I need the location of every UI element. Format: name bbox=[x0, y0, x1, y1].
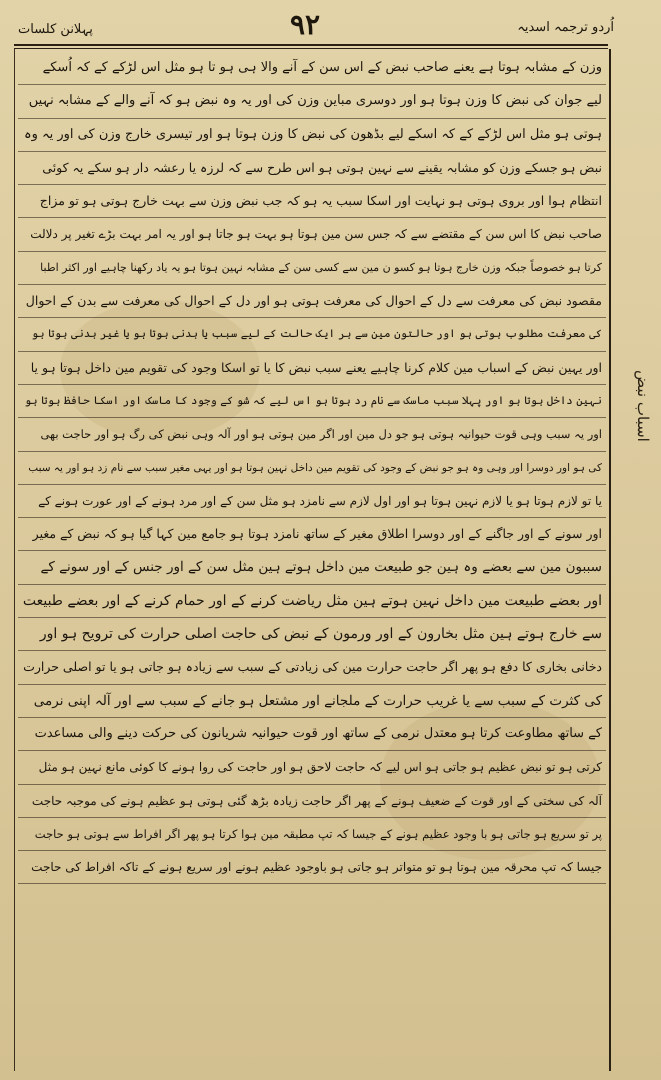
page-header bbox=[14, 8, 614, 44]
text-line: دخانی بخاری کا دفع ہو پھر اگر حاجت حرارت مین کی زیادتی کے سبب سے زیادہ ہو جاتی ہو یا تو اصلی حرارت bbox=[18, 651, 606, 684]
text-line: نبض ہو جسکے وزن کو مشابہ یقینے سے نہین ہوتی ہو اس طرح سے کہ لرزہ یا رعشہ دار ہو سکے یہ کوئی bbox=[18, 152, 606, 185]
text-line: اور یہ سبب وہی قوت حیوانیہ ہوتی ہو جو دل مین اور اگر مین ہوتی ہو اور آلہ وہی نبض کی رگ ہو اور حاجت بھی bbox=[18, 418, 606, 451]
text-line: کے ساتھ مطاوعت کرتا ہو معتدل نرمی کے ساتھ اور قوت حیوانیہ شریانون کی حرکت دینے والی مساعدت bbox=[18, 718, 606, 751]
text-line: آلہ کی سختی کے اور قوت کے ضعیف ہونے کے پھر اگر حاجت زیادہ بڑھ گئی ہوتی ہو عظیم ہونے کی موجبہ حاجت bbox=[18, 785, 606, 818]
text-body bbox=[18, 52, 606, 884]
text-line: ہوتی ہو مثل اس لڑکے کے کہ اسکے لیے بڈھون کی نبض کا وزن ہوتا ہو اور تیسری خارج وزن کی اور یہ وہ bbox=[18, 119, 606, 152]
text-line: کی ہو اور دوسرا اور وہی وہ ہو جو نبض کے وجود کی تقویم مین داخل نہین ہوتا ہو اور یہی مغیر سبب سے نام زد ہو اور یہ سبب bbox=[18, 452, 606, 485]
text-line: کی کثرت کے سبب سے یا غریب حرارت کے ملجانے اور مشتعل ہو جانے کے سبب سے اور آلہ اپنی نرمی bbox=[18, 685, 606, 718]
text-line: نہین داخل ہوتا ہو اور پہلا سبب ماسک سے نام رد ہوتا ہو اس لیے کہ شو کے وجود کا ماسک اور اسکا حافظ ہوتا ہو bbox=[18, 385, 606, 418]
text-line: جیسا کہ تپ محرقہ مین ہوتا ہو تو متواتر ہو جاتی ہو باوجود عظیم ہونے اور سریع ہونے کے تاکہ افراط کی حاجت bbox=[18, 851, 606, 884]
text-line: لیے جوان کی نبض کا وزن ہوتا ہو اور دوسری مباین وزن کی اور یہ وہ نبض ہو کہ آنے والے کے مشابہ نہیں bbox=[18, 85, 606, 118]
text-line: کرتی ہو تو نبض عظیم ہو جاتی ہو اس لیے کہ حاجت لاحق ہو اور حاجت کی روا ہونے کا کوئی مانع نہین ہو مثل bbox=[18, 751, 606, 784]
text-line: مقصود نبض کی معرفت سے دل کے احوال کی معرفت ہوتی ہو اور دل کے احوال کی معرفت سے بدن کے احوال bbox=[18, 285, 606, 318]
text-line: انتظام ہوا اور بروی ہوتی ہو نہایت اور اسکا سبب یہ ہو کہ جب نبض وزن سے بہت خارج ہوتی ہو تو مزاج bbox=[18, 185, 606, 218]
text-line: اور سونے کے اور جاگنے کے اور دوسرا اطلاق مغیر کے ساتھ نامزد ہوتا ہو جامع مین کہا گیا ہو کہ نبض کے مغیر bbox=[18, 518, 606, 551]
text-line: صاحب نبض کا اس سن کے مقتضے سے کہ جس سن مین ہوتا ہو بہت ہو جاتا ہو اور یہ امر بہت بڑے تغیر پر دلالت bbox=[18, 218, 606, 251]
header-rule bbox=[14, 44, 608, 46]
header-right-title: اُردو ترجمہ اسدیہ bbox=[517, 20, 614, 35]
page-number: ۹۲ bbox=[290, 8, 321, 41]
margin-note: اسباب نبض bbox=[634, 370, 652, 442]
text-line: اور بعضے طبیعت مین داخل نہین ہوتے ہین مثل ریاضت کرنے کے اور حمام کرنے کے اور بعضے طبیعت bbox=[18, 585, 606, 618]
text-line: یا تو لازم ہوتا ہو یا لازم نہین ہوتا ہو اور اول لازم سے نامزد ہو مثل سن کے اور مرد ہونے کے اور عورت ہونے کے bbox=[18, 485, 606, 518]
text-line: اور یہین نبض کے اسباب مین کلام کرنا چاہیے یعنے سبب نبض کا یا تو اسکا وجود کی تقویم مین داخل ہوتا ہو یا bbox=[18, 352, 606, 385]
text-line: وزن کے مشابہ ہوتا ہے یعنے صاحب نبض کے اس سن کے آنے والا ہی ہو تا ہو مثل اس لڑکے کے کہ اُسکے bbox=[18, 52, 606, 85]
text-line: سببون مین سے بعضے وہ ہین جو طبیعت مین داخل ہوتے ہین مثل سن کے اور جنس کے اور سونے کے bbox=[18, 551, 606, 584]
header-left-title: پہلانن کلسات bbox=[18, 22, 93, 37]
text-line: سے خارج ہوتے ہین مثل بخارون کے اور ورمون کے نبض کی حاجت اصلی حرارت کی ترویح ہو اور bbox=[18, 618, 606, 651]
text-line: پر تو سریع ہو جاتی ہو با وجود عظیم ہونے کے جیسا کہ تپ مطبقہ مین ہوا کرتا ہو پھر اگر افراط سے ہوتی ہو حاجت bbox=[18, 818, 606, 851]
text-line: کی معرفت مطلوب ہوتی ہو اور حالتون مین سے ہر ایک حالت کے لیے سبب یا بدنی ہوتا ہو یا غیر بدنی ہوتا ہو bbox=[18, 318, 606, 351]
text-line: کرتا ہو خصوصاً جبکہ وزن خارج ہوتا ہو کسو ن مین سے کسی سن کے مشابہ نہین ہوتا ہو یہ یاد رکھنا چاہیے اور اکثر اطبا bbox=[18, 252, 606, 285]
